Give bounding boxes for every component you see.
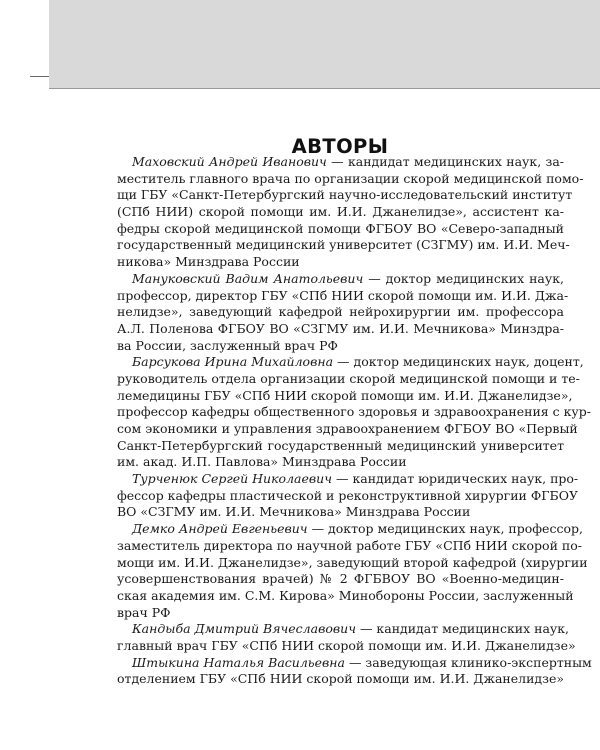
page-title: АВТОРЫ [291, 135, 389, 159]
page-header-band [49, 0, 600, 89]
author-name: Мануковский Вадим Анатольевич [132, 270, 364, 286]
author-line: государственный медицинский университет (СЗГМУ) им. И.И. Меч- [117, 237, 570, 253]
author-line: щи ГБУ «Санкт-Петербургский научно-исследовательский институт [117, 187, 573, 203]
author-line [117, 621, 570, 638]
author-name: Кандыба Дмитрий Вячеславович [132, 621, 356, 637]
author-text: — кандидат медицинских наук, за- [326, 154, 564, 169]
author-line: ВО «СЗГМУ им. И.И. Мечникова» Минздрава России [117, 504, 471, 520]
author-line: заместитель директора по научной работе ГБУ «СПб НИИ скорой по- [117, 537, 582, 553]
author-line: ва России, заслуженный врач РФ [117, 337, 338, 353]
author-line: главный врач ГБУ «СПб НИИ скорой помощи им. И.И. Джанелидзе» [117, 637, 576, 653]
author-line [117, 471, 579, 488]
author-line: федры скорой медицинской помощи ФГБОУ ВО «Северо-западный [117, 220, 564, 236]
author-line: нелидзе», заведующий кафедрой нейрохирургии им. профессора [117, 304, 564, 320]
author-line: ская академия им. С.М. Кирова» Минобороны России, заслуженный [117, 587, 574, 603]
author-name: Демко Андрей Евгеньевич [132, 521, 308, 537]
author-line: врач РФ [117, 604, 171, 620]
author-line [117, 521, 583, 538]
author-line: сом экономики и управления здравоохранением ФГБОУ ВО «Первый [117, 421, 578, 436]
author-entry [117, 154, 584, 271]
author-text: — кандидат юридических наук, про- [332, 471, 579, 487]
header-edge-rule [30, 76, 49, 77]
author-text: — доктор медицинских наук, доцент, [333, 354, 584, 370]
author-line [117, 271, 564, 288]
author-line: им. акад. И.П. Павлова» Минздрава России [117, 454, 407, 470]
author-line: Санкт-Петербургский государственный медицинский университет [117, 437, 564, 453]
author-line: профессор кафедры общественного здоровья и здравоохранения с кур- [117, 404, 592, 420]
author-line: отделением ГБУ «СПб НИИ скорой помощи им. И.И. Джанелидзе» [117, 671, 564, 687]
author-entry [117, 621, 576, 654]
author-entry [117, 270, 569, 354]
author-line [117, 654, 592, 672]
author-line: руководитель отдела организации скорой медицинской помощи и те- [117, 370, 580, 386]
author-name: Турченюк Сергей Николаевич [132, 471, 332, 487]
author-text: — заведующая клинико-экспертным [344, 654, 592, 670]
author-entry [117, 471, 579, 521]
author-line: (СПб НИИ) скорой помощи им. И.И. Джанелидзе», ассистент ка- [117, 204, 564, 220]
author-line: усовершенствования врачей) № 2 ФГБВОУ ВО «Военно-медицин- [117, 571, 564, 587]
author-text: — доктор медицинских наук, профессор, [307, 521, 583, 537]
author-entry [117, 654, 592, 688]
author-line [117, 154, 564, 171]
author-entry [117, 521, 588, 621]
author-line: А.Л. Поленова ФГБОУ ВО «СЗГМУ им. И.И. Мечникова» Минздра- [117, 320, 564, 336]
author-line [117, 354, 584, 371]
author-line: лемедицины ГБУ «СПб НИИ скорой помощи им. И.И. Джанелидзе», [117, 387, 573, 403]
author-line: профессор, директор ГБУ «СПб НИИ скорой помощи им. И.И. Джа- [117, 287, 569, 303]
author-name: Штыкина Наталья Васильевна [132, 654, 345, 670]
author-line: мощи им. И.И. Джанелидзе», заведующий второй кафедрой (хирургии [117, 554, 588, 570]
author-line: фессор кафедры пластической и реконструктивной хирургии ФГБОУ [117, 487, 578, 503]
author-name: Маховский Андрей Иванович [132, 154, 327, 169]
authors-list [117, 154, 592, 688]
author-line: меститель главного врача по организации скорой медицинской помо- [117, 170, 584, 186]
author-name: Барсукова Ирина Михайловна [132, 354, 334, 370]
author-text: — доктор медицинских наук, [363, 270, 564, 286]
author-entry [117, 354, 592, 471]
author-line: никова» Минздрава России [117, 254, 300, 270]
author-text: — кандидат медицинских наук, [355, 621, 570, 637]
